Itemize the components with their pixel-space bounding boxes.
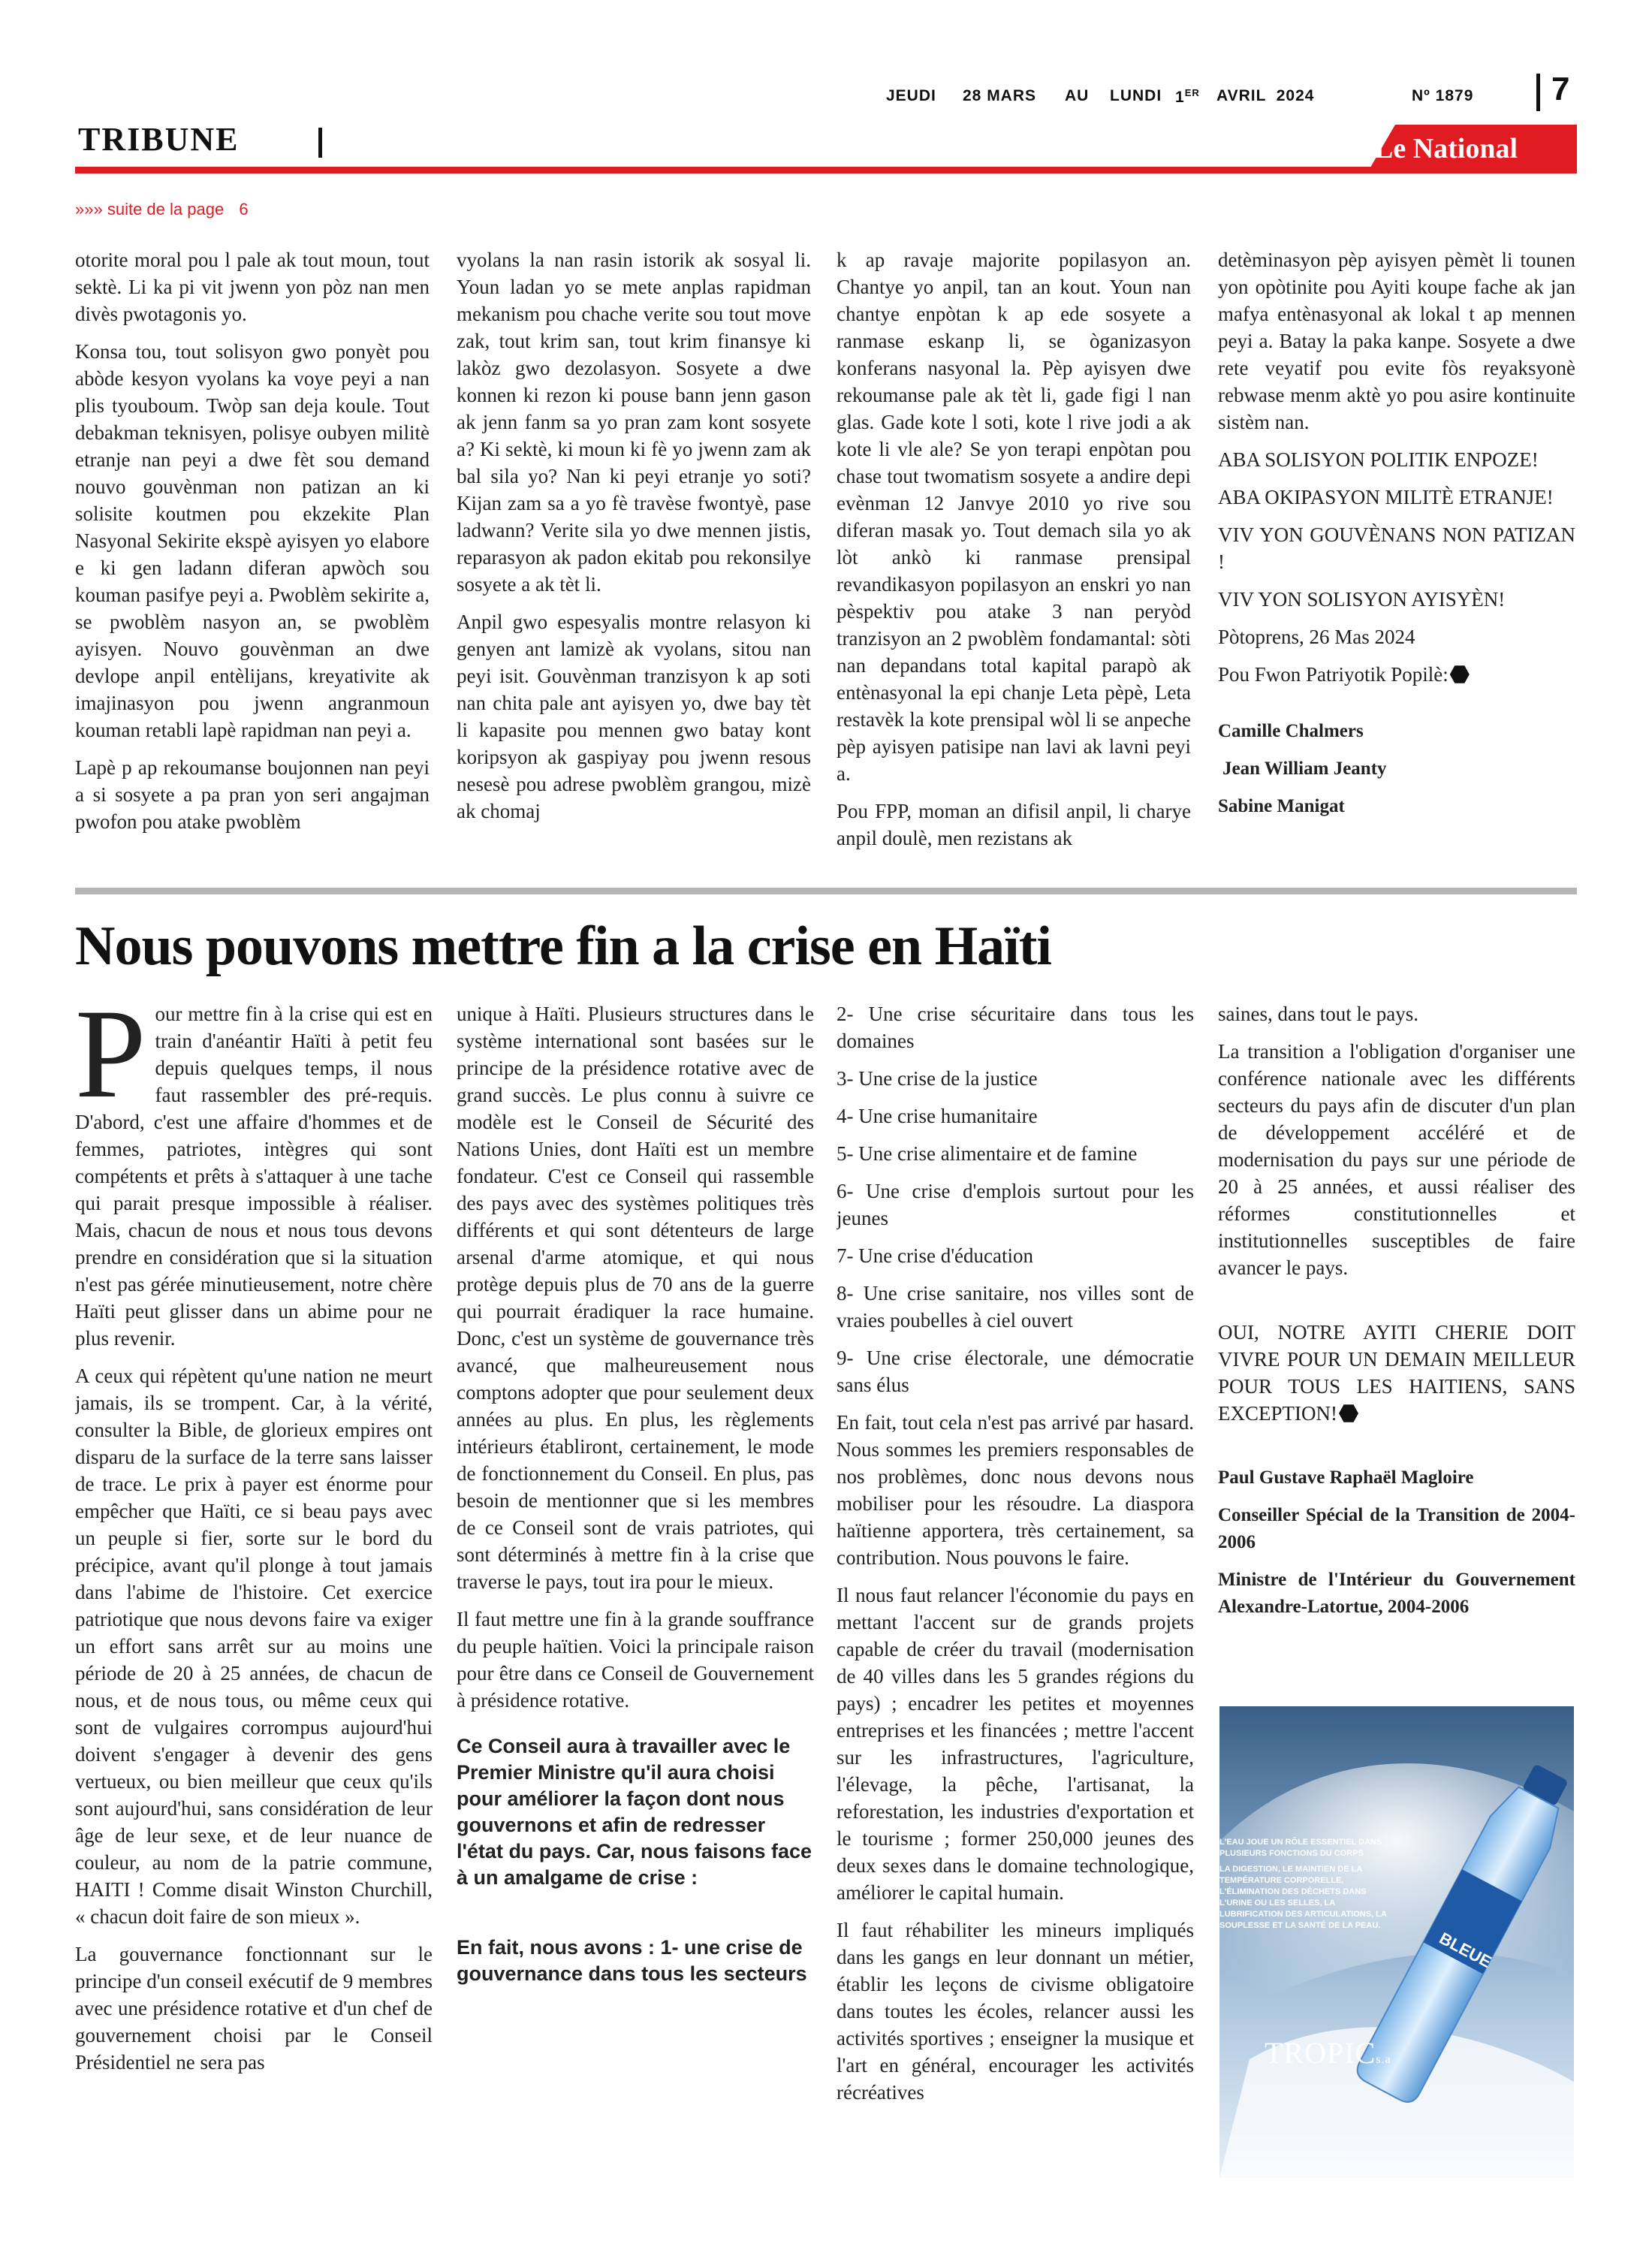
end-mark-icon [1339,1404,1358,1423]
red-banner [75,125,1577,174]
list-item: 8- Une crise sanitaire, nos villes sont de vraies poubelles à ciel ouvert [837,1282,1194,1332]
bottle-label: BLEUE [1436,1929,1495,1972]
continued-arrows: »»» [75,200,103,219]
continued-from [75,200,249,219]
ad-artwork [1219,1706,1574,2178]
top-article-column-4: detèminasyon pèp ayisyen pèmèt li tounen yon opòtinite pou Ayiti koupe fache ak jan mafya entènasyonal ak lokal t ap mennen peyi a. Batay la paka kanpe. Sosyete a dwe rete veyatif pou evite fòs reyaksyonè rebwase menm aktè yo pou asire kontinuite sistèm nan. ABA SOLISYON POLITIK ENPOZE! ABA OKIPASYON MILITÈ ETRANJE! VIV YON GOUVÈNANS NON PATIZAN ! VIV YON SOLISYON AYISYÈN! Pòtoprens, 26 Mas 2024 Pou Fwon Patriyotik Popilè: Camille Chalmers Jean William Jeanty Sabine Manigat [1218,246,1575,870]
date-from: 28 MARS [963,87,1037,104]
closing-caps: OUI, NOTRE AYITI CHERIE DOIT VIVRE POUR UN DEMAIN MEILLEUR POUR TOUS LES HAITIENS, SANS EXCEPTION! [1218,1321,1575,1425]
brand-name: Le National [1374,133,1518,164]
date-au: AU [1065,87,1090,104]
main-article-column-1: Pour mettre fin à la crise qui est en train d'anéantir Haïti à petit feu depuis quelques temps, il nous faut rassembler des pré-requis. D'abord, c'est une affaire d'hommes et de femmes, patriotes, intègres qui sont compétents et prêts à s'attaquer à une tache qui parait presque impossible à réaliser. Mais, chacun de nous et nous tous devons prendre en considération que si la situation n'est pas gérée minutieusement, notre chère Haïti peut glisser dans un abime pour ne plus revenir. A ceux qui répètent qu'une nation ne meurt jamais, ils se trompent. Car, à la vérité, consulter la Bible, de glorieux empires ont disparu de la surface de la terre sans laisser de trace. Le prix à payer est énorme pour empêcher que Haïti, ce si beau pays avec un peuple si fier, sorte sur le bord du précipice, avant qu'il plonge à tout jamais dans l'abime de l'histoire. Cet exercice patriotique que nous devons faire va exiger un effort sans arrêt sur au moins une période de 20 à 25 années, de chacun de nous, et de nous tous, ou même ceux qui sont de vulgaires corrompus aujourd'hui doivent s'engager à devenir des gens vertueux, ou bien meilleur que ceux qu'ils sont aujourd'hui, sans considération de leur âge de leur sexe, et de leur nuance de couleur, au nom de la patrie commune, HAITI ! Comme disait Winston Churchill, « chacun doit faire de son mieux ». La gouvernance fonctionnant sur le principe d'un conseil exécutif de 9 membres avec une présidence rotative et d'un chef de gouvernement choisi par le Conseil Présidentiel ne sera pas [75,1000,433,2074]
top-article-column-3: k ap ravaje majorite popilasyon an. Chantye yo anpil, tan an kout. Youn nan chantye enpòtan k ap ede sosyete a ranmase eskanp li, se òganizasyon konferans nasyonal la. Pèp ayisyen dwe rekoumanse pale ak tèt li, gade figi l nan glas. Gade kote l soti, kote l rive jodi a ak kote li vle ale? Se yon terapi enpòtan pou chase tout twomatism sosyete a andire depi evènman 12 Janvye 2010 yo rive sou diferan masak yo. Tout demach sila yo ak lòt ankò ki ranmase prensipal revandikasyon popilasyon an enskri yo nan pèspektiv pou atake 3 nan peryòd tranzisyon an 2 pwoblèm fondamantal: sòti nan depandans total kapital parapò ak entènasyonal la epi chanje Leta pèpè, Leta restavèk la kote prensipal wòl li se anpeche pèp ayisyen patisipe nan lavi ak lavni peyi a. Pou FPP, moman an difisil anpil, li charye anpil doulè, men rezistans ak [837,249,1191,849]
continued-text: suite de la page [107,200,225,219]
date-to-day: LUNDI [1110,87,1162,104]
red-rule [75,167,1577,173]
list-item: 3- Une crise de la justice [837,1067,1038,1090]
list-item: 9- Une crise électorale, une démocratie sans élus [837,1347,1194,1396]
author-title: Conseiller Spécial de la Transition de 2004-2006 [1218,1505,1575,1552]
list-item: 6- Une crise d'emplois surtout pour les jeunes [837,1180,1194,1229]
author-title: Ministre de l'Intérieur du Gouvernement Alexandre-Latortue, 2004-2006 [1218,1570,1575,1617]
continued-page: 6 [239,200,249,219]
page-number-divider [1536,74,1540,111]
issue-number: Nº 1879 [1412,87,1474,104]
top-article-column-1: otorite moral pou l pale ak tout moun, tout sektè. Li ka pi vit jwenn yon pòz nan men divès pwotagonis yo. Konsa tou, tout solisyon gwo ponyèt pou abòde kesyon vyolans ka voye peyi a nan plis tyouboum. Twòp san deja koule. Tout debakman teknisyen, polisye oubyen militè etranje nan peyi a dwe fèt sou demand nouvo gouvènman non patizan an ki solisite koutmen pou ekzekite Plan Nasyonal Sekirite ekspè ayisyen yo elabore e ki gen ladann diferan apwòch sou kouman pasifye peyi a. Pwoblèm sekirite a, se pwoblèm nasyon an, se pwoblèm ayisyen. Nouvo gouvènman an dwe devlope anpil entèlijans, kreyativite ak imajinasyon pou jwenn angranmoun kouman retabli lapè rapidman nan peyi a. Lapè p ap rekoumanse boujonnen nan peyi a si sosyete a pa pran yon seri angajman pwofon pou atake pwoblèm [75,249,430,833]
date-to: 1ER [1175,87,1200,106]
date-to-rest: AVRIL 2024 [1216,87,1315,104]
list-item: 4- Une crise humanitaire [837,1105,1038,1127]
signatory: Camille Chalmers [1218,721,1364,741]
list-item: 7- Une crise d'éducation [837,1244,1034,1267]
dropcap: P [75,1000,146,1124]
list-item: 5- Une crise alimentaire et de famine [837,1142,1138,1165]
main-article-column-4: saines, dans tout le pays. La transition a l'obligation d'organiser une conférence nationale avec les différents secteurs du pays afin de discuter d'un plan de développement accéléré et de modernisation du pays sur une période de 20 à 25 années, et aussi réaliser des réformes constitutionnelles et institutionnelles susceptibles de faire avancer le pays. OUI, NOTRE AYITI CHERIE DOIT VIVRE POUR UN DEMAIN MEILLEUR POUR TOUS LES HAITIENS, SANS EXCEPTION! Paul Gustave Raphaël Magloire Conseiller Spécial de la Transition de 2004-2006 Ministre de l'Intérieur du Gouvernement Alexandre-Latortue, 2004-2006 [1218,1000,1575,1691]
headline: Nous pouvons mettre fin a la crise en Haïti [75,915,1051,977]
ad-brand-logo: TROPICs.a [1265,2036,1391,2070]
article-separator [75,888,1577,894]
date-from-day: JEUDI [886,87,936,104]
water-advertisement [1219,1706,1574,2178]
signatory: Sabine Manigat [1218,796,1345,816]
main-article-column-3: 2- Une crise sécuritaire dans tous les domaines 3- Une crise de la justice 4- Une crise humanitaire 5- Une crise alimentaire et de famine 6- Une crise d'emplois surtout pour les jeunes 7- Une crise d'éducation 8- Une crise sanitaire, nos villes sont de vraies poubelles à ciel ouvert 9- Une crise électorale, une démocratie sans élus En fait, tout cela n'est pas arrivé par hasard. Nous sommes les premiers responsables de nos problèmes, donc nous devons nous mobiliser pour les résoudre. La diaspora haïtienne apportera, très certainement, sa contribution. Nous pouvons le faire. Il nous faut relancer l'économie du pays en mettant l'accent sur de grands projets capable de créer du travail (modernisation de 40 villes dans les 5 grandes régions du pays) ; encadrer les petites et moyennes entreprises et les financées ; mettre l'accent sur les infrastructures, l'agriculture, l'élevage, la pêche, l'artisanat, la reforestation, les industries d'exportation et le tourisme ; former 250,000 jeunes des deux sexes dans le domaine technologique, améliorer le capital humain. Il faut réhabiliter les mineurs impliqués dans les gangs en leur donnant un métier, établir les leçons de civisme obligatoire dans toutes les écoles, relancer aussi les activités sportives ; enseigner la musique et l'art en général, encourager les activités récréatives [837,1000,1194,2172]
list-item: 2- Une crise sécuritaire dans tous les domaines [837,1003,1194,1052]
page-number: 7 [1551,71,1570,107]
pull-quote-1: Ce Conseil aura à travailler avec le Premier Ministre qu'il aura choisi pour améliorer la façon dont nous gouvernons et afin de redresser l'état du pays. Car, nous faisons face à un amalgame de crise : [457,1735,812,1889]
section-title: TRIBUNE [78,121,240,158]
author-name: Paul Gustave Raphaël Magloire [1218,1467,1474,1488]
pull-quote-2: En fait, nous avons : 1- une crise de gouvernance dans tous les secteurs [457,1936,807,1985]
end-mark-icon [1450,665,1470,684]
main-article-column-2: unique à Haïti. Plusieurs structures dans le système international sont basées sur le principe de la présidence rotative avec de grand succès. Le plus connu à suivre ce modèle est le Conseil de Sécurité des Nations Unies, dont Haïti est un membre fondateur. C'est ce Conseil qui rassemble des pays avec des systèmes politiques très différents et qui sont détenteurs de large arsenal d'arme atomique, et qui nous protège depuis plus de 70 ans de la guerre qui pourrait éradiquer la race humaine. Donc, c'est un système de gouvernance très avancé, que malheureusement nous comptons adopter que pour seulement deux années au plus. En plus, les règlements intérieurs établiront, certainement, le mode de fonctionnement du Conseil. En plus, pas besoin de mentionner que si les membres de ce Conseil sont de vrais patriotes, qui sont déterminés à mettre fin à la crise que traverse le pays, tout ira pour le mieux. Il faut mettre une fin à la grande souffrance du peuple haïtien. Voici la principale raison pour être dans ce Conseil de Gouvernement à présidence rotative. Ce Conseil aura à travailler avec le Premier Ministre qu'il aura choisi pour améliorer la façon dont nous gouvernons et afin de redresser l'état du pays. Car, nous faisons face à un amalgame de crise : En fait, nous avons : 1- une crise de gouvernance dans tous les secteurs [457,1000,814,2172]
top-article-column-2: vyolans la nan rasin istorik ak sosyal li. Youn ladan yo se mete anplas rapidman mekanism pou chache verite sou tout move zak, tout krim san, tout krim finansye ki lakòz gwo dezolasyon. Sosyete a dwe konnen ki rezon ki pouse bann jenn gason ak jenn fanm sa yo pran zam kont sosyete a? Ki sektè, ki moun ki fè yo jwenn zam ak bal sila yo? Nan ki peyi etranje yo soti? Kijan zam sa a yo fè travèse fwontyè, pase ladwann? Verite sila yo dwe mennen jistis, reparasyon ak padon ekitab pou rekonsilye sosyete a ak tèt li. Anpil gwo espesyalis montre relasyon ki genyen ant lamizè ak vyolans, sitou nan peyi isit. Gouvènman tranzisyon k ap soti nan chita pale ant ayisyen yo, dwe bay tèt li kapasite pou mennen gwo batay kont koripsyon ak gaspiyay pou jwenn resous nesesè pou adrese pwoblèm grangou, mizè ak chomaj [457,249,811,822]
closing-line: Pou Fwon Patriyotik Popilè: [1218,661,1575,688]
ad-copy: L'EAU JOUE UN RÔLE ESSENTIEL DANS PLUSIEURS FONCTIONS DU CORPS LA DIGESTION, LE MAINTIEN DE LA TEMPÉRATURE CORPORELLE, L'ÉLIMINATION DES DÉCHETS DANS L'URINE OU LES SELLES, LA LUBRIFICATION DES ARTICULATIONS, LA SOUPLESSE ET LA SANTÉ DE LA PEAU. [1219,1838,1387,1930]
crisis-list [837,1000,1194,1398]
signatory: Jean William Jeanty [1222,759,1387,779]
